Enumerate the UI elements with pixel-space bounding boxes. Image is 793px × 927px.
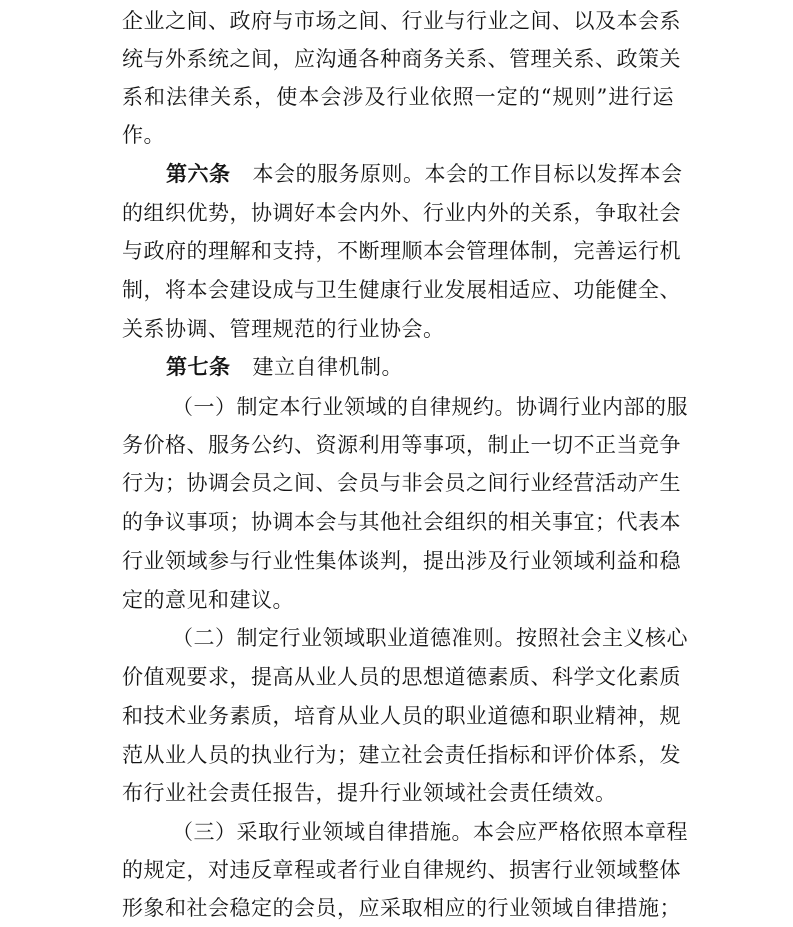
article-6-heading: 第六条 <box>166 161 231 186</box>
paragraph-line: 的争议事项；协调本会与其他社会组织的相关事宜；代表本 <box>122 510 681 534</box>
paragraph-line: 统与外系统之间，应沟通各种商务关系、管理关系、政策关 <box>122 47 681 71</box>
paragraph-line: 的规定，对违反章程或者行业自律规约、损害行业领域整体 <box>122 858 681 882</box>
paragraph-line: 务价格、服务公约、资源利用等事项，制止一切不正当竞争 <box>122 433 681 457</box>
paragraph-line: 企业之间、政府与市场之间、行业与行业之间、以及本会系 <box>122 9 681 33</box>
paragraph-line: 关系协调、管理规范的行业协会。 <box>122 317 445 341</box>
paragraph-line: 形象和社会稳定的会员，应采取相应的行业领域自律措施； <box>122 896 681 920</box>
article-7-text: 建立自律机制。 <box>252 355 403 379</box>
paragraph-line: 和技术业务素质，培育从业人员的职业道德和职业精神，规 <box>122 704 681 728</box>
paragraph-line: 作。 <box>122 123 165 147</box>
article-6-first-line <box>122 159 683 189</box>
article-6-text: 本会的服务原则。本会的工作目标以发挥本会 <box>252 162 683 186</box>
paragraph-line: 范从业人员的执业行为；建立社会责任指标和评价体系，发 <box>122 743 681 767</box>
article-7-heading: 第七条 <box>166 354 231 379</box>
paragraph-line: 布行业社会责任报告，提升行业领域社会责任绩效。 <box>122 781 617 805</box>
paragraph-line: 与政府的理解和支持，不断理顺本会管理体制，完善运行机 <box>122 239 681 263</box>
item-1-first-line: （一）制定本行业领域的自律规约。协调行业内部的服 <box>172 395 688 419</box>
paragraph-line: 行业领域参与行业性集体谈判，提出涉及行业领域利益和稳 <box>122 549 681 573</box>
article-7-first-line <box>122 352 674 382</box>
item-3-first-line: （三）采取行业领域自律措施。本会应严格依照本章程 <box>172 820 688 844</box>
paragraph-line: 行为；协调会员之间、会员与非会员之间行业经营活动产生 <box>122 471 681 495</box>
item-2-first-line: （二）制定行业领域职业道德准则。按照社会主义核心 <box>172 626 688 650</box>
paragraph-line: 价值观要求，提高从业人员的思想道德素质、科学文化素质 <box>122 665 681 689</box>
paragraph-line: 系和法律关系，使本会涉及行业依照一定的“规则”进行运 <box>122 85 674 109</box>
paragraph-line: 制，将本会建设成与卫生健康行业发展相适应、功能健全、 <box>122 278 681 302</box>
paragraph-line: 定的意见和建议。 <box>122 588 294 612</box>
paragraph-line: 的组织优势，协调好本会内外、行业内外的关系，争取社会 <box>122 201 681 225</box>
